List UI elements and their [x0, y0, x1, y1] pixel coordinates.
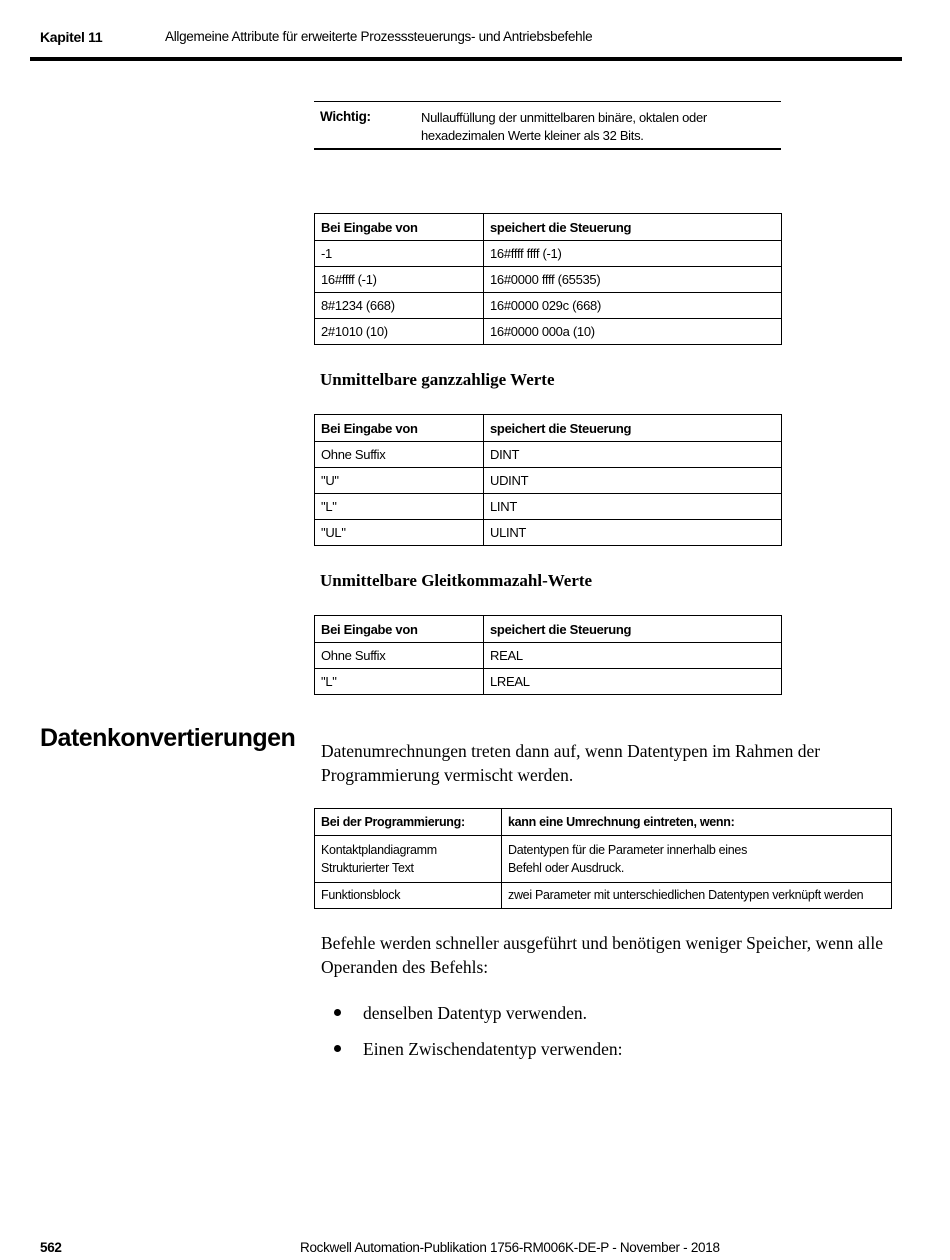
table-cell: 16#ffff ffff (-1): [484, 241, 782, 267]
table-row: [315, 836, 892, 883]
chapter-title: Allgemeine Attribute für erweiterte Prozesssteuerungs- und Antriebsbefehle: [165, 29, 593, 44]
table-cell: UDINT: [484, 468, 782, 494]
table-cell: 8#1234 (668): [315, 293, 484, 319]
table-cell: Ohne Suffix: [315, 643, 484, 669]
table-row: [315, 468, 782, 494]
table-header-cell: Bei Eingabe von: [315, 214, 484, 241]
table-cell: 16#0000 ffff (65535): [484, 267, 782, 293]
table-cell: DINT: [484, 442, 782, 468]
table-header-row: [315, 415, 782, 442]
table-cell: ULINT: [484, 520, 782, 546]
table-row: [315, 442, 782, 468]
table-cell: 16#0000 029c (668): [484, 293, 782, 319]
note-label: Wichtig:: [320, 109, 371, 124]
table-header-cell: kann eine Umrechnung eintreten, wenn:: [502, 809, 892, 836]
conversion-table: [314, 808, 892, 909]
table-header-cell: Bei der Programmierung:: [315, 809, 502, 836]
table-row: [315, 669, 782, 695]
intro-paragraph: Datenumrechnungen treten dann auf, wenn Datentypen im Rahmen der Programmierung vermischt werden.: [321, 741, 821, 785]
bullet-icon: [334, 1045, 341, 1052]
zero-fill-table: [314, 213, 782, 345]
table-cell: 16#ffff (-1): [315, 267, 484, 293]
header-divider: [30, 57, 902, 61]
table-row: [315, 643, 782, 669]
table-row: [315, 319, 782, 345]
table-row: [315, 241, 782, 267]
cell-line: Strukturierter Text: [321, 861, 414, 875]
table-header-cell: speichert die Steuerung: [484, 616, 782, 643]
list-item: [334, 1037, 623, 1061]
cell-line: Befehl oder Ausdruck.: [508, 861, 624, 875]
table-cell: Ohne Suffix: [315, 442, 484, 468]
table-cell: 2#1010 (10): [315, 319, 484, 345]
chapter-label: Kapitel 11: [40, 29, 103, 45]
table-cell: Funktionsblock: [315, 883, 502, 909]
performance-paragraph: Befehle werden schneller ausgeführt und benötigen weniger Speicher, wenn alle Operanden des Befehls:: [321, 933, 883, 977]
bullet-icon: [334, 1009, 341, 1016]
subheading-float-values: Unmittelbare Gleitkommazahl-Werte: [320, 571, 593, 590]
cell-line: Datentypen für die Parameter innerhalb eines: [508, 843, 748, 857]
cell-line: Kontaktplandiagramm: [321, 843, 437, 857]
subheading-integer-values: Unmittelbare ganzzahlige Werte: [320, 370, 555, 389]
table-cell: "U": [315, 468, 484, 494]
table-header-row: [315, 809, 892, 836]
table-row: [315, 494, 782, 520]
table-cell: REAL: [484, 643, 782, 669]
table-header-cell: Bei Eingabe von: [315, 415, 484, 442]
note-text: Nullauffüllung der unmittelbaren binäre, oktalen oder hexadezimalen Werte kleiner als 32 Bits.: [421, 110, 707, 143]
table-header-cell: speichert die Steuerung: [484, 214, 782, 241]
table-cell: "L": [315, 669, 484, 695]
table-cell: LINT: [484, 494, 782, 520]
table-header-cell: Bei Eingabe von: [315, 616, 484, 643]
table-row: [315, 883, 892, 909]
table-cell: [502, 836, 892, 883]
table-cell: zwei Parameter mit unterschiedlichen Datentypen verknüpft werden: [502, 883, 892, 909]
table-row: [315, 293, 782, 319]
important-note: [314, 101, 781, 150]
list-item: [334, 1001, 587, 1025]
table-row: [315, 520, 782, 546]
table-cell: [315, 836, 502, 883]
section-title: Datenkonvertierungen: [40, 724, 296, 752]
table-cell: "UL": [315, 520, 484, 546]
publication-footer: Rockwell Automation-Publikation 1756-RM006K-DE-P - November - 2018: [300, 1240, 720, 1255]
list-item-text: Einen Zwischendatentyp verwenden:: [363, 1039, 623, 1059]
table-cell: 16#0000 000a (10): [484, 319, 782, 345]
table-row: [315, 267, 782, 293]
list-item-text: denselben Datentyp verwenden.: [363, 1003, 588, 1023]
table-header-cell: speichert die Steuerung: [484, 415, 782, 442]
table-header-row: [315, 214, 782, 241]
table-cell: "L": [315, 494, 484, 520]
float-values-table: [314, 615, 782, 695]
table-cell: -1: [315, 241, 484, 267]
page-number: 562: [40, 1240, 62, 1255]
table-cell: LREAL: [484, 669, 782, 695]
integer-values-table: [314, 414, 782, 546]
table-header-row: [315, 616, 782, 643]
